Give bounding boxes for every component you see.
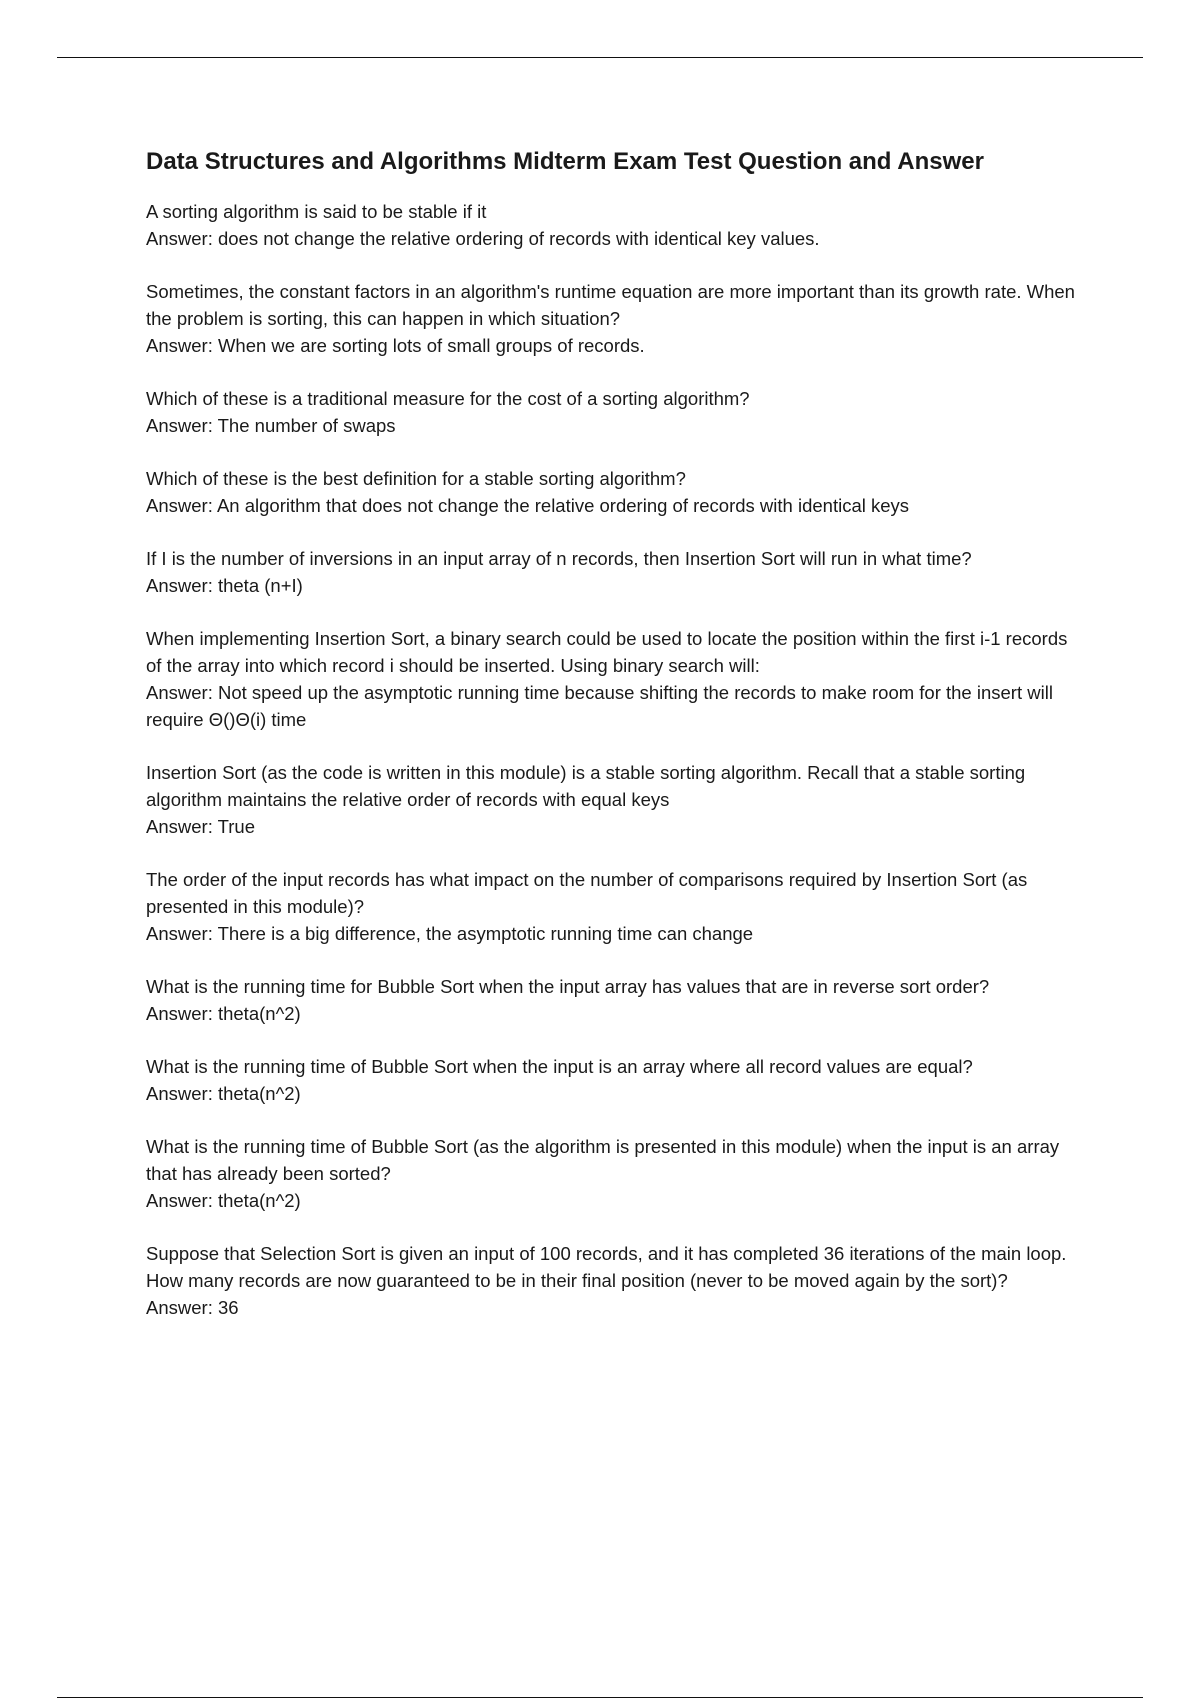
- answer-text: Answer: does not change the relative ordering of records with identical key values.: [146, 228, 820, 249]
- answer-text: Answer: theta(n^2): [146, 1083, 301, 1104]
- question-text: When implementing Insertion Sort, a binary search could be used to locate the position within the first i-1 records of the array into which record i should be inserted. Using binary search will:: [146, 628, 1068, 676]
- question-text: Insertion Sort (as the code is written in this module) is a stable sorting algorithm. Recall that a stable sorting algorithm maintains the relative order of records with equal keys: [146, 762, 1026, 810]
- question-text: Which of these is a traditional measure for the cost of a sorting algorithm?: [146, 388, 750, 409]
- footer-rule: [57, 1697, 1143, 1698]
- question-text: The order of the input records has what impact on the number of comparisons required by Insertion Sort (as presented in this module)?: [146, 869, 1028, 917]
- answer-text: Answer: theta(n^2): [146, 1003, 301, 1024]
- qa-item: [146, 385, 1086, 439]
- question-text: If I is the number of inversions in an input array of n records, then Insertion Sort will run in what time?: [146, 548, 972, 569]
- question-text: What is the running time for Bubble Sort when the input array has values that are in reverse sort order?: [146, 976, 990, 997]
- question-text: Sometimes, the constant factors in an algorithm's runtime equation are more important than its growth rate. When the problem is sorting, this can happen in which situation?: [146, 281, 1075, 329]
- header-rule: [57, 57, 1143, 58]
- qa-item: [146, 625, 1086, 733]
- qa-item: [146, 1053, 1086, 1107]
- qa-item: [146, 465, 1086, 519]
- answer-text: Answer: Not speed up the asymptotic running time because shifting the records to make room for the insert will require Θ()Θ(i) time: [146, 682, 1053, 730]
- answer-text: Answer: theta(n^2): [146, 1190, 301, 1211]
- qa-list: [146, 198, 1086, 1321]
- qa-item: [146, 1240, 1086, 1321]
- question-text: What is the running time of Bubble Sort when the input is an array where all record values are equal?: [146, 1056, 973, 1077]
- qa-item: [146, 278, 1086, 359]
- answer-text: Answer: When we are sorting lots of small groups of records.: [146, 335, 645, 356]
- answer-text: Answer: 36: [146, 1297, 239, 1318]
- qa-item: [146, 545, 1086, 599]
- document-title: Data Structures and Algorithms Midterm Exam Test Question and Answer: [146, 148, 984, 175]
- qa-item: [146, 759, 1086, 840]
- answer-text: Answer: There is a big difference, the asymptotic running time can change: [146, 923, 754, 944]
- qa-item: [146, 973, 1086, 1027]
- qa-item: [146, 198, 1086, 252]
- question-text: A sorting algorithm is said to be stable if it: [146, 201, 487, 222]
- answer-text: Answer: The number of swaps: [146, 415, 396, 436]
- question-text: Suppose that Selection Sort is given an input of 100 records, and it has completed 36 iterations of the main loop. How many records are now guaranteed to be in their final position (never to be moved again by the sort)?: [146, 1243, 1067, 1291]
- qa-item: [146, 866, 1086, 947]
- answer-text: Answer: An algorithm that does not change the relative ordering of records with identical keys: [146, 495, 910, 516]
- qa-item: [146, 1133, 1086, 1214]
- question-text: Which of these is the best definition for a stable sorting algorithm?: [146, 468, 686, 489]
- document-body: [146, 146, 1086, 1347]
- answer-text: Answer: theta (n+I): [146, 575, 303, 596]
- answer-text: Answer: True: [146, 816, 255, 837]
- question-text: What is the running time of Bubble Sort (as the algorithm is presented in this module) when the input is an array that has already been sorted?: [146, 1136, 1060, 1184]
